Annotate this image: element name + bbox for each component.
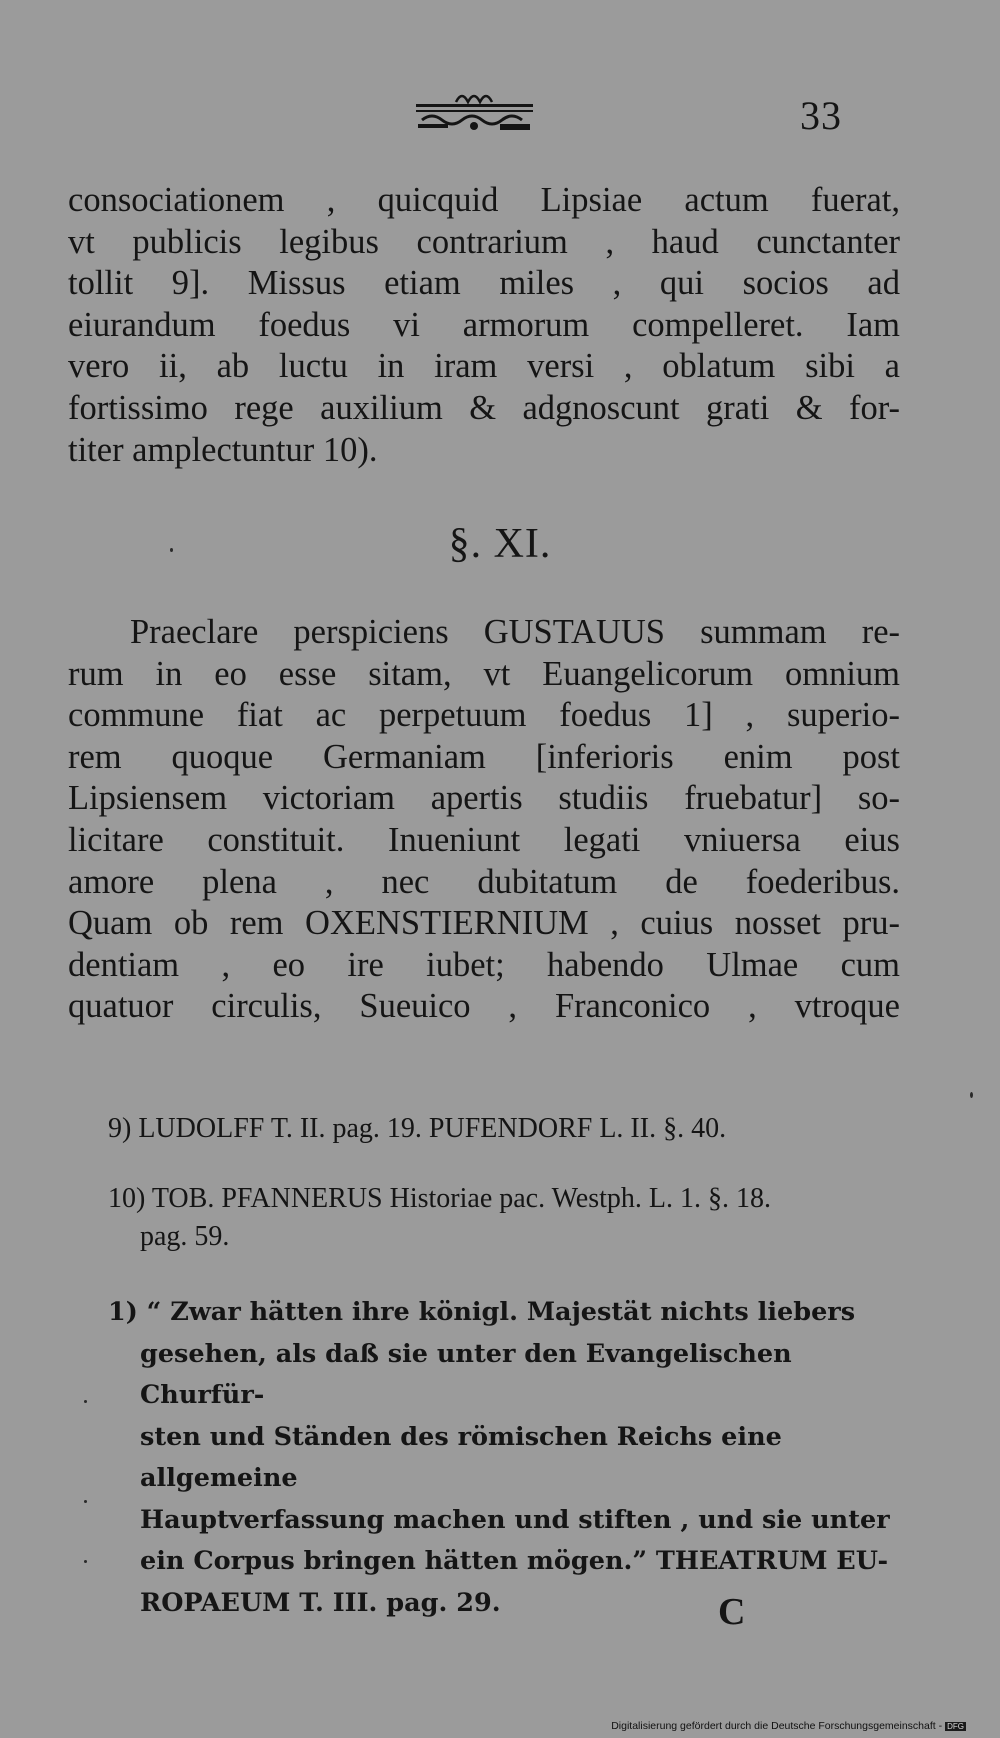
text-line: amore plena , nec dubitatum de foederibus. (68, 862, 900, 901)
digitization-credit (611, 1720, 966, 1732)
footnote-block-9 (108, 1110, 908, 1148)
footnote-block-1 (108, 1292, 908, 1624)
paper-speck (84, 1560, 87, 1563)
text-line: dentiam , eo ire iubet; habendo Ulmae cum (68, 945, 900, 984)
paper-speck (84, 1400, 87, 1403)
text-line: vt publicis legibus contrarium , haud cunctanter (68, 222, 900, 261)
text-line: consociationem , quicquid Lipsiae actum fuerat, (68, 181, 900, 219)
text-line: Quam ob rem OXENSTIERNIUM , cuius nosset pru- (68, 904, 900, 943)
text-line: tollit 9]. Missus etiam miles , qui socios ad (68, 264, 900, 303)
footnote-line: ROPAEUM T. III. pag. 29. (140, 1587, 501, 1618)
body-paragraph-2 (68, 612, 900, 1028)
paper-speck (84, 1500, 87, 1503)
text-line: quatuor circulis, Sueuico , Franconico , vtroque (68, 987, 900, 1026)
section-heading: §. XI. (448, 521, 552, 567)
footnote-line: 9) LUDOLFF T. II. pag. 19. PUFENDORF L. II. §. 40. (108, 1113, 727, 1144)
footnote-line: ein Corpus bringen hätten mögen.” THEATRUM EU- (140, 1546, 889, 1576)
footnote-line: gesehen, als daß sie unter den Evangelischen Churfür- (140, 1338, 792, 1410)
credit-text: Digitalisierung gefördert durch die Deutsche Forschungsgemeinschaft - (611, 1720, 943, 1732)
text-line: rum in eo esse sitam, vt Euangelicorum omnium (68, 654, 900, 693)
footnote-line: 10) TOB. PFANNERUS Historiae pac. Westph. L. 1. §. 18. (108, 1183, 771, 1214)
page-number: 33 (800, 93, 842, 138)
text-line: eiurandum foedus vi armorum compelleret. Iam (68, 305, 900, 344)
footnote-line: Hauptverfassung machen und stiften , und sie unter (140, 1504, 890, 1535)
text-line: titer amplectuntur 10). (68, 430, 378, 469)
paper-speck (170, 548, 173, 552)
decorative-headpiece-icon (412, 88, 537, 144)
footnote-line: pag. 59. (140, 1221, 230, 1252)
text-line: Praeclare perspiciens GUSTAUUS summam re- (130, 613, 900, 651)
footnote-block-10 (108, 1180, 908, 1256)
paper-speck (970, 1092, 973, 1098)
text-line: licitare constituit. Inueniunt legati vniuersa eius (68, 820, 900, 859)
text-line: Lipsiensem victoriam apertis studiis fruebatur] so- (68, 779, 900, 818)
body-paragraph-1 (68, 180, 900, 471)
text-line: commune fiat ac perpetuum foedus 1] , superio- (68, 696, 900, 735)
footnote-line: 1) “ Zwar hätten ihre königl. Majestät nichts liebers (108, 1297, 856, 1327)
signature-mark: C (718, 1591, 746, 1633)
text-line: rem quoque Germaniam [inferioris enim post (68, 737, 900, 776)
dfg-logo: DFG (947, 1721, 964, 1731)
text-line: fortissimo rege auxilium & adgnoscunt grati & for- (68, 388, 900, 427)
footnote-line: sten und Ständen des römischen Reichs eine allgemeine (140, 1421, 782, 1493)
text-line: vero ii, ab luctu in iram versi , oblatum sibi a (68, 347, 900, 386)
